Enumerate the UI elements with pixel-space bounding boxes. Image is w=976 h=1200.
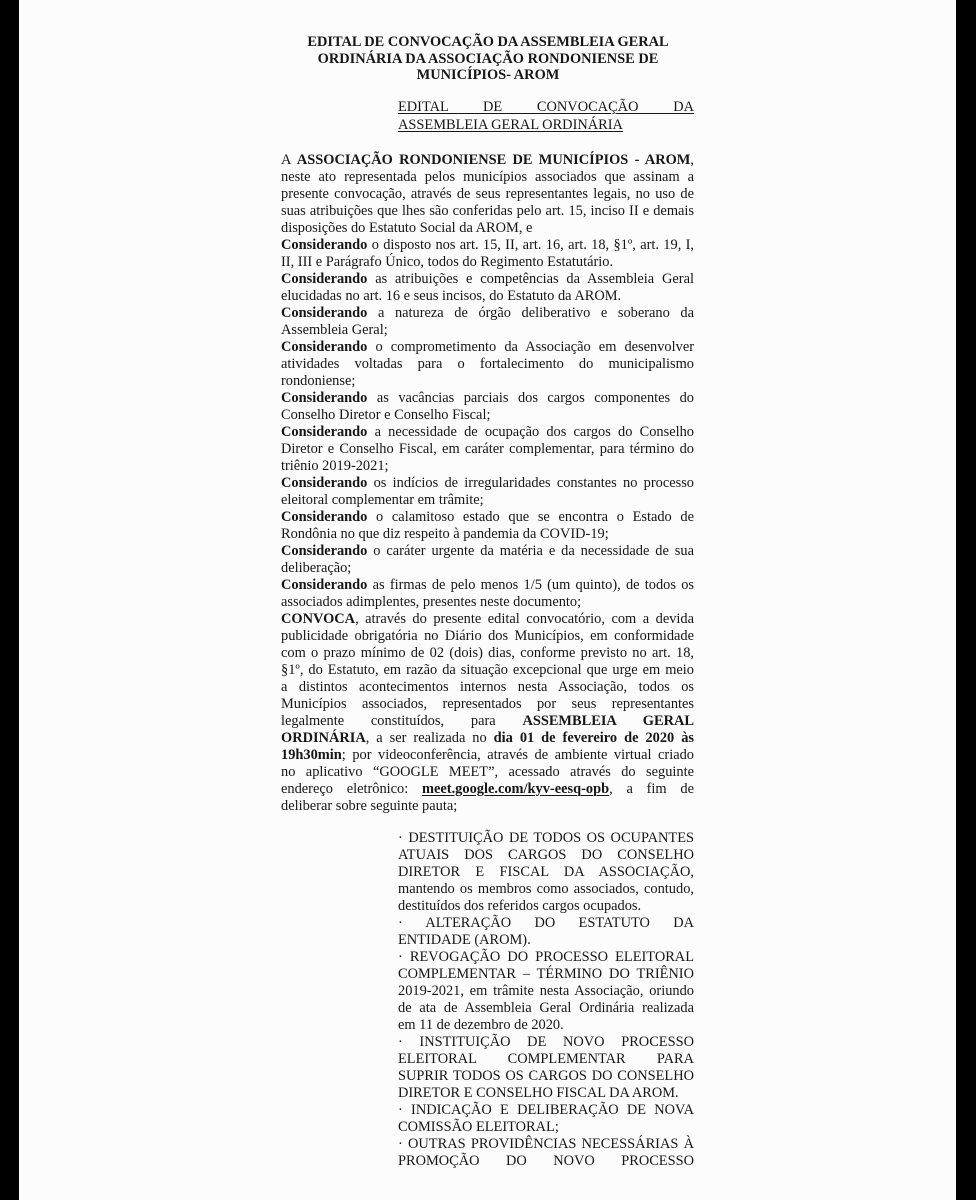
- text-run: o caráter urgente da matéria e da necessidade de sua: [367, 542, 694, 559]
- text-run: legalmente constituídos, para: [281, 712, 523, 729]
- subtitle-line: ASSEMBLEIA GERAL ORDINÁRIA: [398, 117, 623, 133]
- bold-text: dia 01 de fevereiro de 2020 às: [493, 729, 694, 746]
- text-run: Assembleia Geral;: [281, 321, 388, 338]
- text-run: o disposto nos art. 15, II, art. 16, art. 18, §1º, art. 19, I,: [367, 236, 694, 253]
- text-run: disposições do Estatuto Social da AROM, e: [281, 219, 533, 236]
- body-line: [281, 543, 694, 560]
- text-run: as vacâncias parciais dos cargos componentes do: [367, 389, 694, 406]
- text-run: as firmas de pelo menos 1/5 (um quinto), de todos os: [367, 576, 694, 593]
- bold-text: ASSOCIAÇÃO RONDONIENSE DE MUNICÍPIOS - AROM: [296, 151, 691, 168]
- document-title: [281, 34, 695, 84]
- agenda-line: · DESTITUIÇÃO DE TODOS OS OCUPANTES: [398, 829, 694, 846]
- body-line: [281, 645, 694, 662]
- body-line: [281, 628, 694, 645]
- body-line: [281, 322, 694, 339]
- document-page: [19, 0, 956, 1200]
- agenda-line: ELEITORAL COMPLEMENTAR PARA: [398, 1050, 694, 1067]
- bold-text: 19h30min: [281, 746, 342, 763]
- text-run: Diretor e Conselho Fiscal, em caráter complementar, para término do: [281, 440, 694, 457]
- agenda-line: · REVOGAÇÃO DO PROCESSO ELEITORAL: [398, 948, 694, 965]
- text-run: neste ato representada pelos municípios associados que assinam a: [281, 168, 694, 185]
- body-line: [281, 509, 694, 526]
- text-run: Municípios associados, representados por seus representantes: [281, 695, 694, 712]
- agenda-line: COMISSÃO ELEITORAL;: [398, 1118, 559, 1135]
- bold-text: ASSEMBLEIA GERAL: [522, 712, 694, 729]
- agenda-line: COMPLEMENTAR – TÉRMINO DO TRIÊNIO: [398, 965, 694, 982]
- text-run: Rondônia no que diz respeito à pandemia da COVID-19;: [281, 525, 609, 542]
- agenda-line: · INDICAÇÃO E DELIBERAÇÃO DE NOVA: [398, 1101, 694, 1118]
- body-line: [281, 492, 694, 509]
- body-line: [281, 696, 694, 713]
- bold-text: Considerando: [281, 423, 368, 440]
- text-run: A: [281, 151, 297, 168]
- body-line: [281, 186, 694, 203]
- body-line: [281, 339, 694, 356]
- bold-text: Considerando: [281, 338, 368, 355]
- agenda-line: em 11 de dezembro de 2020.: [398, 1016, 564, 1033]
- title-line: EDITAL DE CONVOCAÇÃO DA ASSEMBLEIA GERAL: [307, 34, 669, 50]
- agenda-line: 2019-2021, em trâmite nesta Associação, oriundo: [398, 982, 694, 999]
- text-run: , a fim de: [609, 780, 694, 797]
- text-run: ,: [690, 151, 694, 168]
- text-run: §1º, do Estatuto, em razão da situação excepcional que urge em meio: [281, 661, 694, 678]
- body-line: [281, 220, 694, 237]
- text-run: com o prazo mínimo de 02 (dois) dias, conforme previsto no art. 18,: [281, 644, 694, 661]
- text-run: rondoniense;: [281, 372, 356, 389]
- body-line: [281, 781, 694, 798]
- text-run: no aplicativo “GOOGLE MEET”, acessado através do seguinte: [281, 763, 694, 780]
- text-run: a natureza de órgão deliberativo e soberano da: [367, 304, 694, 321]
- bold-text: Considerando: [281, 270, 368, 287]
- bold-text: Considerando: [281, 542, 368, 559]
- body-line: [281, 390, 694, 407]
- body-line: [281, 373, 694, 390]
- text-run: atividades voltadas para o fortalecimento do municipalismo: [281, 355, 694, 372]
- text-run: o comprometimento da Associação em desenvolver: [367, 338, 694, 355]
- subtitle-line: EDITAL DE CONVOCAÇÃO DA: [398, 99, 694, 115]
- body-line: [281, 747, 694, 764]
- text-run: elucidadas no art. 16 e seus incisos, do Estatuto da AROM.: [281, 287, 622, 304]
- body-line: [281, 271, 694, 288]
- agenda-line: SUPRIR TODOS OS CARGOS DO CONSELHO: [398, 1067, 694, 1084]
- text-run: presente convocação, através de seus representantes legais, no uso de: [281, 185, 694, 202]
- text-run: suas atribuições que lhes são conferidas pelo art. 15, inciso II e demais: [281, 202, 694, 219]
- body-line: [281, 356, 694, 373]
- bold-text: ORDINÁRIA: [281, 729, 366, 746]
- agenda-line: · ALTERAÇÃO DO ESTATUTO DA: [398, 914, 694, 931]
- bold-text: Considerando: [281, 474, 368, 491]
- agenda-line: destituídos dos referidos cargos ocupados.: [398, 897, 642, 914]
- body-line: [281, 288, 694, 305]
- text-run: a distintos acontecimentos internos nesta Associação, todos os: [281, 678, 694, 695]
- agenda-line: · INSTITUIÇÃO DE NOVO PROCESSO: [398, 1033, 694, 1050]
- body-line: [281, 764, 694, 781]
- text-run: eleitoral complementar em trâmite;: [281, 491, 484, 508]
- text-run: deliberação;: [281, 559, 352, 576]
- text-run: as atribuições e competências da Assembleia Geral: [367, 270, 694, 287]
- agenda-line: mantendo os membros como associados, contudo,: [398, 880, 694, 897]
- body-line: [281, 730, 694, 747]
- agenda-line: ATUAIS DOS CARGOS DO CONSELHO: [398, 846, 694, 863]
- title-line: ORDINÁRIA DA ASSOCIAÇÃO RONDONIENSE DE: [317, 50, 659, 67]
- bold-text: Considerando: [281, 508, 368, 525]
- bold-text: Considerando: [281, 236, 368, 253]
- body-line: [281, 798, 694, 815]
- agenda-line: · OUTRAS PROVIDÊNCIAS NECESSÁRIAS À: [398, 1135, 694, 1152]
- body-line: [281, 305, 694, 322]
- text-run: , a ser realizada no: [365, 729, 494, 746]
- body-line: [281, 237, 694, 254]
- text-run: deliberar sobre seguinte pauta;: [281, 797, 458, 814]
- title-line: MUNICÍPIOS- AROM: [416, 67, 560, 83]
- body-line: [281, 203, 694, 220]
- bold-text: Considerando: [281, 389, 368, 406]
- agenda-list: [398, 830, 694, 1170]
- agenda-line: PROMOÇÃO DO NOVO PROCESSO: [398, 1152, 694, 1169]
- body-line: [281, 475, 694, 492]
- body-line: [281, 594, 694, 611]
- agenda-line: DIRETOR E FISCAL DA ASSOCIAÇÃO,: [398, 863, 694, 880]
- text-run: a necessidade de ocupação dos cargos do Conselho: [367, 423, 694, 440]
- text-run: o calamitoso estado que se encontra o Estado de: [367, 508, 694, 525]
- body-line: [281, 407, 694, 424]
- convocation-body: [281, 152, 694, 815]
- text-run: ; por videoconferência, através de ambiente virtual criado: [341, 746, 694, 763]
- text-run: publicidade obrigatória no Diário dos Municípios, em conformidade: [281, 627, 694, 644]
- text-run: endereço eletrônico:: [281, 780, 423, 797]
- body-line: [281, 713, 694, 730]
- text-run: os indícios de irregularidades constantes no processo: [367, 474, 694, 491]
- body-line: [281, 679, 694, 696]
- bold-text: Considerando: [281, 576, 368, 593]
- meeting-link[interactable]: meet.google.com/kyv-eesq-opb: [422, 780, 610, 797]
- body-line: [281, 458, 694, 475]
- body-line: [281, 662, 694, 679]
- body-line: [281, 526, 694, 543]
- agenda-line: ENTIDADE (AROM).: [398, 931, 531, 948]
- text-run: II, III e Parágrafo Único, todos do Regimento Estatutário.: [281, 253, 614, 270]
- bold-text: Considerando: [281, 304, 368, 321]
- agenda-line: DIRETOR E CONSELHO FISCAL DA AROM.: [398, 1084, 679, 1101]
- body-line: [281, 169, 694, 186]
- agenda-line: de ata de Assembleia Geral Ordinária realizada: [398, 999, 694, 1016]
- text-run: Conselho Diretor e Conselho Fiscal;: [281, 406, 491, 423]
- body-line: [281, 560, 694, 577]
- body-line: [281, 424, 694, 441]
- document-subtitle: [398, 98, 694, 134]
- text-run: , através do presente edital convocatório, com a devida: [355, 610, 694, 627]
- body-line: [281, 611, 694, 628]
- body-line: [281, 441, 694, 458]
- text-run: associados adimplentes, presentes neste documento;: [281, 593, 582, 610]
- body-line: [281, 577, 694, 594]
- body-line: [281, 152, 694, 169]
- bold-text: CONVOCA: [281, 610, 356, 627]
- text-run: triênio 2019-2021;: [281, 457, 389, 474]
- body-line: [281, 254, 694, 271]
